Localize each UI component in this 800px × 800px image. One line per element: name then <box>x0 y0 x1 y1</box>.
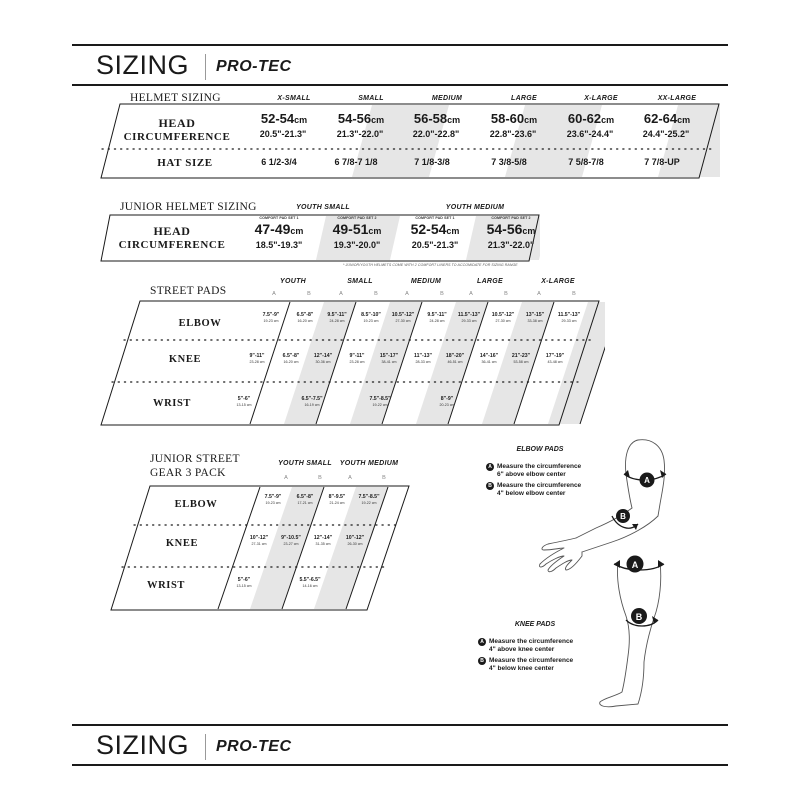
knee-legend-a: A Measure the circumference 4" above knee center <box>478 638 628 653</box>
knee-pads-title: KNEE PADS <box>514 621 556 628</box>
junior-inch-cell: 20.5"-21.3" <box>411 240 459 250</box>
helmet-size-x-small: X-SMALL <box>277 95 311 102</box>
street-col-b: B <box>572 291 576 297</box>
street-size-medium: MEDIUM <box>410 278 442 285</box>
footer-sizing-heading: SIZING <box>96 730 190 760</box>
junior-helmet-note: * JUNIOR/YOUTH HELMETS COME WITH 2 COMFORT LINERS TO ACCOMIDATE FOR SIZING RANGE <box>343 263 518 267</box>
junior-cm-cell: 47-49cm <box>254 221 304 237</box>
junior-street-knee-cell: 9"-10.5" 23-27 cm <box>281 535 301 546</box>
badge-b: B <box>478 657 486 665</box>
street-col-a: A <box>339 291 343 297</box>
junior-street-col-a: A <box>284 475 288 481</box>
helmet-size-xx-large: XX-LARGE <box>657 95 697 102</box>
street-col-b: B <box>504 291 508 297</box>
street-wrist-cell: 6.5"-7.5" 16-19 cm <box>301 396 323 407</box>
leg-outline-icon <box>600 562 661 707</box>
heading-divider <box>205 54 206 80</box>
helmet-inch-cell: 23.6"-24.4" <box>566 129 614 139</box>
street-elbow-cell: 9.5"-11" 24-28 cm <box>327 312 347 323</box>
helmet-cm-cell: 58-60cm <box>490 111 538 126</box>
helmet-cm-cell: 60-62cm <box>567 111 615 126</box>
hand-outline-icon <box>539 538 582 572</box>
helmet-inch-cell: 21.3"-22.0" <box>336 129 384 139</box>
footer-pro-tec-logo: PRO-TEC <box>216 738 292 755</box>
street-pads-title: STREET PADS <box>150 285 227 297</box>
junior-street-elbow-cell: 6.5"-8" 17-21 cm <box>296 494 314 505</box>
junior-street-elbow-cell: 7.5"-8.5" 19-22 cm <box>358 494 380 505</box>
hat-size-cell: 7 1/8-3/8 <box>414 157 450 167</box>
helmet-size-medium: MEDIUM <box>431 95 463 102</box>
comfort-pad-label: COMFORT PAD SET 2 <box>491 216 531 220</box>
street-knee-cell: 17"-19" 43-48 cm <box>545 353 565 364</box>
junior-helmet-title: JUNIOR HELMET SIZING <box>120 201 257 213</box>
street-wrist-cell: 8"-9" 20-23 cm <box>439 396 455 407</box>
comfort-pad-label: COMFORT PAD SET 1 <box>259 216 299 220</box>
elbow-pads-title: ELBOW PADS <box>516 446 564 453</box>
street-size-large: LARGE <box>477 278 503 285</box>
street-knee-cell: 15"-17" 38-41 cm <box>379 353 399 364</box>
figure-badges <box>616 473 655 625</box>
junior-street-wrist-cell: 5"-6" 13-15 cm <box>236 577 252 588</box>
junior-street-knee-cell: 12"-14" 31-35 cm <box>313 535 333 546</box>
street-size-youth: YOUTH <box>280 278 306 285</box>
junior-cm-cell: 54-56cm <box>486 221 536 237</box>
hat-size-cell: 7 3/8-5/8 <box>491 157 527 167</box>
street-knee-cell: 6.5"-8" 16-20 cm <box>282 353 300 364</box>
svg-text:B: B <box>620 512 626 521</box>
badge-b: B <box>486 482 494 490</box>
street-col-a: A <box>469 291 473 297</box>
street-elbow-cell: 7.5"-9" 19-23 cm <box>262 312 280 323</box>
street-knee-cell: 14"-16" 36-41 cm <box>479 353 499 364</box>
junior-street-row-knee: KNEE <box>165 538 199 549</box>
junior-street-title: JUNIOR STREET GEAR 3 PACK <box>150 453 240 479</box>
comfort-pad-label: COMFORT PAD SET 1 <box>415 216 455 220</box>
hat-size-cell: 6 7/8-7 1/8 <box>334 157 378 167</box>
street-knee-cell: 11"-13" 28-33 cm <box>414 353 432 364</box>
top-rule-bottom <box>72 84 728 86</box>
junior-street-row-elbow: ELBOW <box>174 499 218 510</box>
hat-size-cell: 7 5/8-7/8 <box>568 157 604 167</box>
badge-a: A <box>486 463 494 471</box>
junior-head-label: HEAD CIRCUMFERENCE <box>118 224 226 251</box>
junior-street-size: YOUTH SMALL <box>278 460 332 467</box>
sizing-heading: SIZING <box>96 50 190 80</box>
street-elbow-cell: 9.5"-11" 24-28 cm <box>427 312 447 323</box>
helmet-sizing-title: HELMET SIZING <box>130 92 221 104</box>
helmet-inch-cell: 24.4"-25.2" <box>642 129 690 139</box>
junior-street-col-b: B <box>382 475 386 481</box>
street-elbow-cell: 6.5"-8" 16-20 cm <box>296 312 314 323</box>
bottom-rule <box>72 724 728 726</box>
helmet-cm-cell: 56-58cm <box>413 111 461 126</box>
junior-inch-cell: 19.3"-20.0" <box>333 240 381 250</box>
street-knee-cell: 18"-20" 46-51 cm <box>445 353 465 364</box>
arm-leg-illustration <box>520 430 710 715</box>
helmet-size-large: LARGE <box>511 95 537 102</box>
junior-street-elbow-cell: 8"-9.5" 21-24 cm <box>328 494 346 505</box>
knee-legend-b: B Measure the circumference 4" below knee center <box>478 657 628 672</box>
junior-cm-cell: 49-51cm <box>332 221 382 237</box>
footer-heading-divider <box>205 734 206 760</box>
street-size-x-large: X-LARGE <box>541 278 575 285</box>
street-col-b: B <box>374 291 378 297</box>
street-knee-cell: 21"-23" 53-58 cm <box>511 353 531 364</box>
street-elbow-cell: 11.5"-13" 29-33 cm <box>457 312 481 323</box>
street-knee-cell: 9"-11" 23-28 cm <box>349 353 365 364</box>
hat-size-label: HAT SIZE <box>157 157 213 169</box>
street-col-b: B <box>440 291 444 297</box>
street-elbow-cell: 11.5"-13" 29-33 cm <box>557 312 581 323</box>
helmet-cm-cell: 52-54cm <box>260 111 308 126</box>
junior-street-wrist-cell: 5.5"-6.5" 14-16 cm <box>299 577 321 588</box>
street-row-elbow: ELBOW <box>178 318 222 329</box>
junior-street-knee-cell: 10"-12" 26-30 cm <box>345 535 365 546</box>
junior-street-col-a: A <box>348 475 352 481</box>
street-col-b: B <box>307 291 311 297</box>
street-size-small: SMALL <box>347 278 373 285</box>
street-wrist-cell: 5"-6" 13-15 cm <box>236 396 252 407</box>
svg-text:B: B <box>635 612 643 622</box>
helmet-cm-cell: 54-56cm <box>337 111 385 126</box>
street-elbow-cell: 8.5"-10" 19-23 cm <box>361 312 381 323</box>
svg-text:A: A <box>631 560 639 570</box>
street-elbow-cell: 10.5"-12" 27-30 cm <box>391 312 415 323</box>
junior-inch-cell: 21.3"-22.0" <box>487 240 535 250</box>
comfort-pad-label: COMFORT PAD SET 2 <box>337 216 377 220</box>
elbow-legend-a: A Measure the circumference 6" above elbow center <box>486 463 636 478</box>
helmet-inch-cell: 20.5"-21.3" <box>259 129 307 139</box>
junior-street-elbow-cell: 7.5"-9" 19-23 cm <box>264 494 282 505</box>
helmet-inch-cell: 22.8"-23.6" <box>489 129 537 139</box>
street-row-wrist: WRIST <box>152 398 191 409</box>
street-row-knee: KNEE <box>168 354 202 365</box>
helmet-cm-cell: 62-64cm <box>643 111 691 126</box>
street-wrist-cell: 7.5"-8.5" 19-22 cm <box>369 396 391 407</box>
street-elbow-cell: 13"-15" 33-38 cm <box>525 312 545 323</box>
badge-a: A <box>478 638 486 646</box>
helmet-inch-cell: 22.0"-22.8" <box>412 129 460 139</box>
helmet-size-small: SMALL <box>358 95 384 102</box>
hat-size-cell: 7 7/8-UP <box>644 157 680 167</box>
junior-group-youth-small: YOUTH SMALL <box>296 204 350 211</box>
street-col-a: A <box>405 291 409 297</box>
street-knee-cell: 9"-11" 23-28 cm <box>249 353 265 364</box>
helmet-head-label: HEAD CIRCUMFERENCE <box>123 116 231 143</box>
pro-tec-logo: PRO-TEC <box>216 58 292 75</box>
svg-text:A: A <box>644 476 650 485</box>
junior-street-row-wrist: WRIST <box>146 580 185 591</box>
street-knee-cell: 12"-14" 30-36 cm <box>313 353 333 364</box>
junior-group-youth-medium: YOUTH MEDIUM <box>445 204 505 211</box>
bottom-rule-bottom <box>72 764 728 766</box>
junior-cm-cell: 52-54cm <box>410 221 460 237</box>
junior-street-col-b: B <box>318 475 322 481</box>
street-col-a: A <box>272 291 276 297</box>
top-rule <box>72 44 728 46</box>
street-col-a: A <box>537 291 541 297</box>
elbow-legend-b: B Measure the circumference 4" below elbow center <box>486 482 636 497</box>
junior-street-size: YOUTH MEDIUM <box>339 460 399 467</box>
helmet-size-x-large: X-LARGE <box>584 95 618 102</box>
junior-inch-cell: 18.5"-19.3" <box>255 240 303 250</box>
hat-size-cell: 6 1/2-3/4 <box>261 157 297 167</box>
street-elbow-cell: 10.5"-12" 27-30 cm <box>491 312 515 323</box>
junior-street-knee-cell: 10"-12" 27-31 cm <box>249 535 269 546</box>
